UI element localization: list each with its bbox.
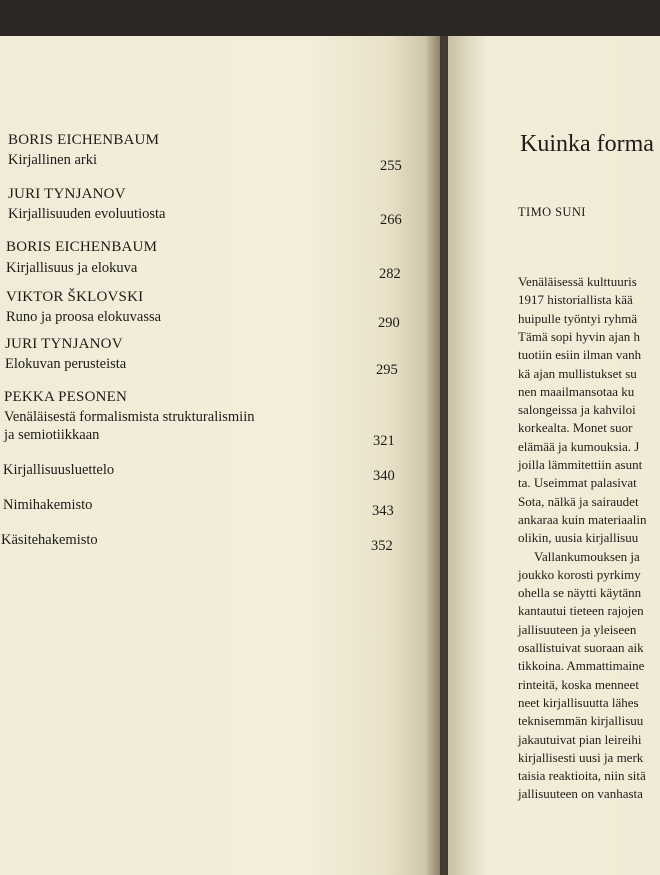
body-line: jallisuuteen on vanhasta (518, 786, 643, 802)
body-line: Venäläisessä kulttuuris (518, 274, 637, 289)
toc-author: PEKKA PESONEN (4, 389, 128, 405)
toc-title: Kirjallisuus ja elokuva (6, 260, 138, 276)
toc-title: Elokuvan perusteista (5, 356, 127, 372)
body-line: joilla lämmitettiin asunt (518, 457, 643, 472)
toc-page-number: 295 (376, 362, 398, 378)
toc-title: Käsitehakemisto (1, 532, 98, 548)
toc-page-number: 321 (373, 433, 395, 449)
chapter-title: Kuinka forma (520, 131, 654, 157)
toc-author: VIKTOR ŠKLOVSKI (6, 289, 144, 305)
body-line: 1917 historiallista kää (518, 292, 633, 308)
toc-author: BORIS EICHENBAUM (8, 132, 160, 148)
toc-page-number: 255 (380, 158, 402, 174)
body-line: ta. Useimmat palasivat (518, 475, 637, 491)
body-line: teknisemmän kirjallisuu (518, 713, 644, 729)
right-page (448, 36, 660, 875)
body-line: kantautui tieteen rajojen (518, 603, 644, 619)
body-line: jallisuuteen ja yleiseen (518, 621, 637, 637)
left-page (0, 36, 440, 875)
body-line: Sota, nälkä ja sairaudet (518, 493, 639, 509)
toc-title: Nimihakemisto (3, 497, 93, 513)
toc-title-continued: ja semiotiikkaan (4, 427, 100, 443)
body-line: elämää ja kumouksia. J (518, 438, 640, 454)
toc-author: JURI TYNJANOV (8, 186, 126, 202)
background-strip (0, 0, 660, 36)
body-line: tikkoina. Ammattimaine (518, 658, 645, 674)
table-of-contents (0, 36, 440, 875)
body-line: huipulle työntyi ryhmä (518, 310, 638, 326)
body-line: Tämä sopi hyvin ajan h (518, 328, 641, 344)
toc-page-number: 266 (380, 212, 402, 228)
toc-page-number: 352 (371, 538, 393, 554)
toc-page-number: 340 (373, 468, 395, 484)
body-line: kirjallisesti uusi ja merk (518, 749, 644, 765)
body-line: jakautuivat pian leireihi (518, 731, 642, 747)
body-line: rinteitä, koska menneet (518, 676, 639, 692)
toc-title: Venäläisestä formalismista strukturalismiin (4, 409, 255, 425)
toc-page-number: 290 (378, 315, 400, 331)
toc-title: Kirjallisuusluettelo (3, 462, 115, 478)
body-line: taisia reaktioita, niin sitä (518, 768, 646, 784)
toc-page-number: 343 (372, 503, 394, 519)
body-line: nen maailmansotaa ku (518, 383, 635, 399)
chapter-author: TIMO SUNI (518, 205, 586, 219)
body-line: olikin, uusia kirjallisuu (518, 530, 639, 546)
toc-title: Kirjallinen arki (8, 152, 97, 168)
body-line: tuotiin esiin ilman vanh (518, 347, 642, 363)
body-line: korkealta. Monet suor (518, 420, 633, 436)
body-line: joukko korosti pyrkimy (518, 566, 641, 582)
toc-title: Runo ja proosa elokuvassa (6, 309, 162, 325)
body-line: neet kirjallisuutta lähes (518, 694, 639, 710)
body-line: ankaraa kuin materiaalin (518, 511, 647, 527)
toc-title: Kirjallisuuden evoluutiosta (8, 206, 166, 222)
toc-page-number: 282 (379, 266, 401, 282)
body-line: osallistuivat suoraan aik (518, 640, 644, 655)
toc-author: BORIS EICHENBAUM (6, 239, 158, 255)
body-line: kä ajan mullistukset su (518, 365, 637, 381)
body-line: Vallankumouksen ja (534, 548, 640, 564)
body-line: salongeissa ja kahviloi (518, 402, 636, 418)
body-line: ohella se näytti käytänn (518, 585, 642, 601)
toc-author: JURI TYNJANOV (5, 336, 123, 352)
gutter-shadow (448, 36, 488, 875)
